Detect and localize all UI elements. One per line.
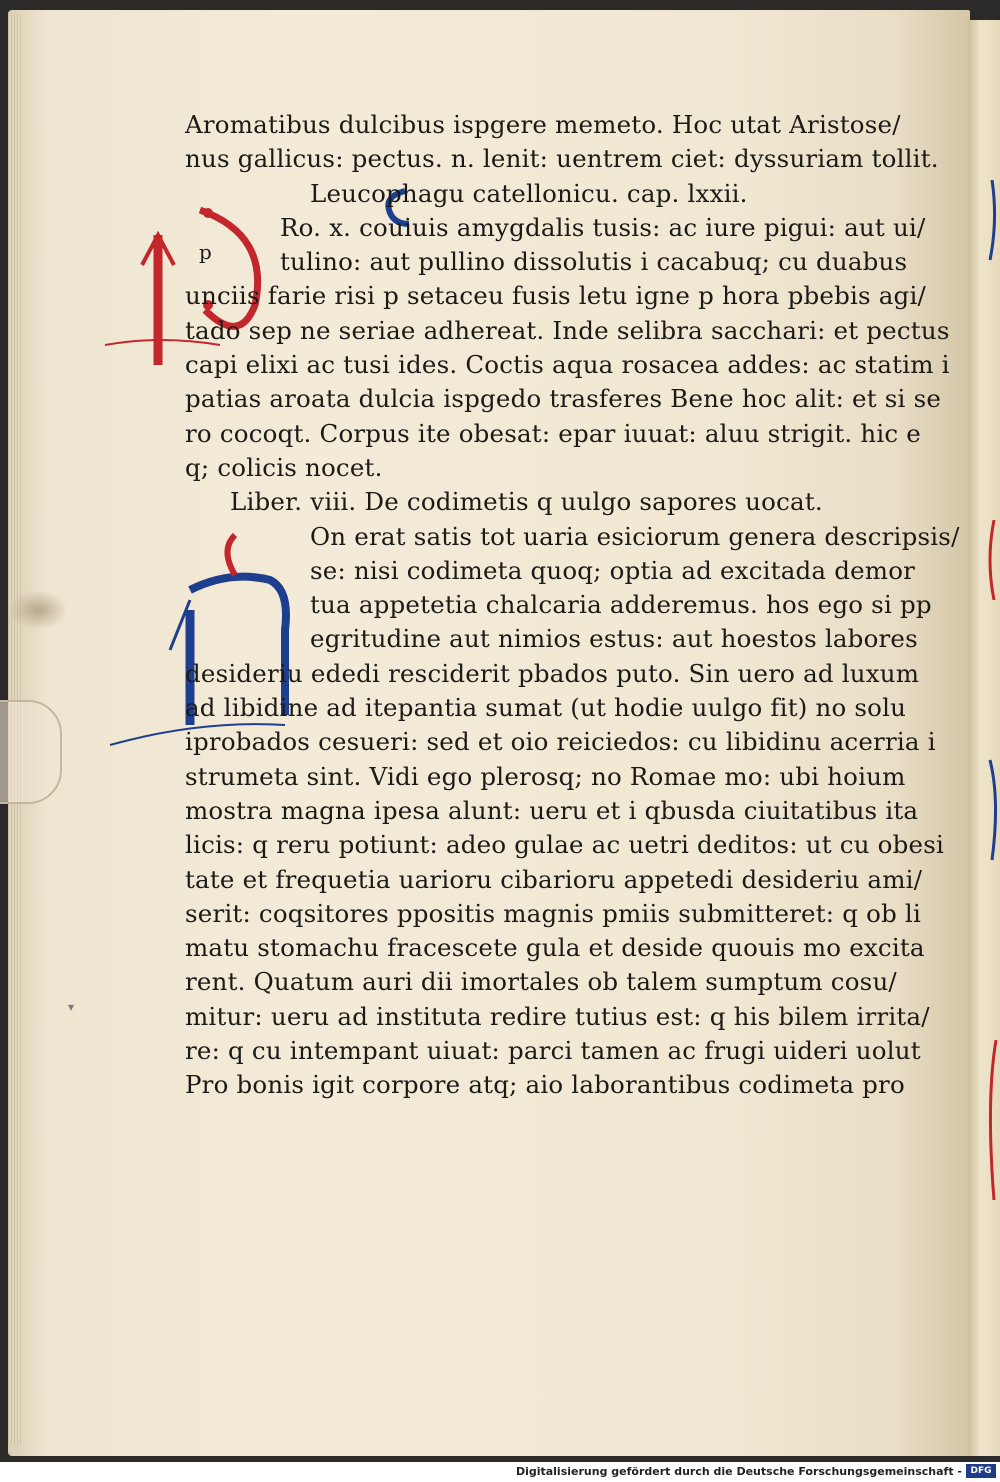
text-line: ad libidine ad itepantia sumat (ut hodie uulgo fit) no solu xyxy=(185,693,907,723)
text-line: se: nisi codimeta quoq; optia ad excitada demor xyxy=(310,555,916,585)
text-line: desideriu ededi resciderit pbados puto. Sin uero ad luxum xyxy=(185,658,920,688)
text-line: matu stomachu fracescete gula et deside quouis mo excita xyxy=(185,933,925,963)
paper-stain xyxy=(8,590,68,630)
text-line: tulino: aut pullino dissolutis i cacabuq; cu duabus xyxy=(280,247,908,277)
text-line: On erat satis tot uaria esiciorum genera descripsis/ xyxy=(310,521,960,551)
text-line: unciis farie risi p setaceu fusis letu igne p hora pbebis agi/ xyxy=(185,281,926,311)
text-line: egritudine aut nimios estus: aut hoestos labores xyxy=(310,624,918,654)
printed-text-block xyxy=(185,108,960,1103)
footer-credit: Digitalisierung gefördert durch die Deutsche Forschungsgemeinschaft - xyxy=(515,1465,962,1478)
text-line: strumeta sint. Vidi ego plerosq; no Romae mo: ubi hoium xyxy=(185,761,906,791)
margin-mark: ▾ xyxy=(68,1000,75,1014)
text-line: tado sep ne seriae adhereat. Inde selibra sacchari: et pectus xyxy=(185,315,950,345)
dfg-logo: DFG xyxy=(966,1464,996,1478)
text-line: mostra magna ipesa alunt: ueru et i qbusda ciuitatibus ita xyxy=(185,795,919,825)
text-line: patias aroata dulcia ispgedo trasferes Bene hoc alit: et si se xyxy=(185,384,942,414)
guide-letter: p xyxy=(199,240,212,264)
text-line-heading: Liber. viii. De codimetis q uulgo sapores uocat. xyxy=(230,487,823,517)
text-line: capi elixi ac tusi ides. Coctis aqua rosacea addes: ac statim i xyxy=(185,350,950,380)
text-line: Pro bonis igit corpore atq; aio laborantibus codimeta pro xyxy=(185,1070,905,1100)
facing-page-rubrics xyxy=(972,0,1000,1462)
text-line: serit: coqsitores ppositis magnis pmiis submitteret: q ob li xyxy=(185,898,922,928)
page-clip xyxy=(0,700,62,804)
text-line: licis: q reru potiunt: adeo gulae ac uetri deditos: ut cu obesi xyxy=(185,830,945,860)
text-line: tua appetetia chalcaria adderemus. hos ego si pp xyxy=(310,590,932,620)
text-line: rent. Quatum auri dii imortales ob talem sumptum cosu/ xyxy=(185,967,897,997)
text-line: nus gallicus: pectus. n. lenit: uentrem ciet: dyssuriam tollit. xyxy=(185,144,939,174)
text-line: Aromatibus dulcibus ispgere memeto. Hoc utat Aristose/ xyxy=(185,110,901,139)
text-line: mitur: ueru ad instituta redire tutius est: q his bilem irrita/ xyxy=(185,1001,930,1031)
text-line: ro cocoqt. Corpus ite obesat: epar iuuat: aluu strigit. hic e xyxy=(185,418,921,448)
text-line: q; colicis nocet. xyxy=(185,452,383,482)
text-line-heading: Leucophagu catellonicu. cap. lxxii. xyxy=(310,178,748,208)
text-line: Ro. x. couiuis amygdalis tusis: ac iure pigui: aut ui/ xyxy=(280,212,926,242)
text-line: re: q cu intempant uiuat: parci tamen ac frugi uideri uolut xyxy=(185,1036,921,1066)
digitization-footer xyxy=(0,1462,1000,1482)
text-line: tate et frequetia uarioru cibarioru appetedi desideriu ami/ xyxy=(185,864,923,894)
text-line: iprobados cesueri: sed et oio reiciedos: cu libidinu acerria i xyxy=(185,727,936,757)
